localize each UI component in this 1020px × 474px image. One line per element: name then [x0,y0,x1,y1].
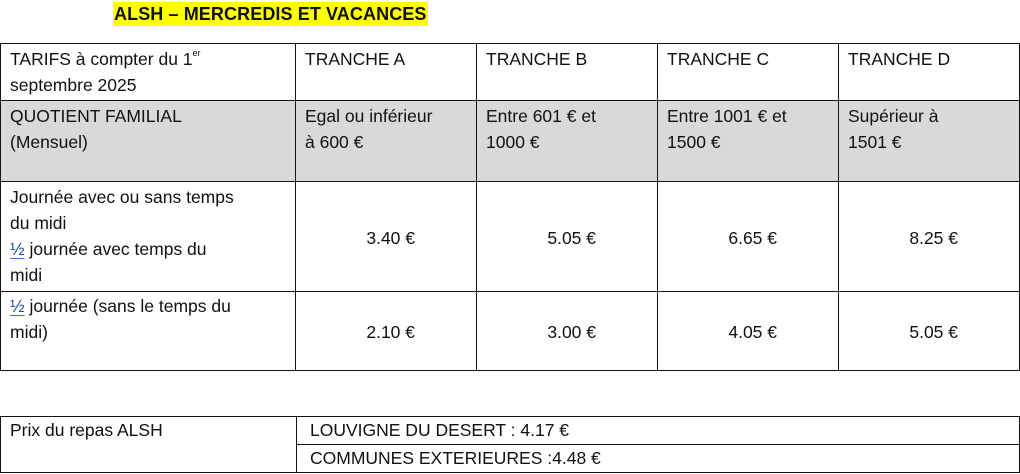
demi-price-c: 4.05 € [658,292,839,371]
half-fraction-glyph: ½ [10,296,25,316]
header-label-suffix: septembre 2025 [10,75,137,95]
tarifs-header-label [1,44,296,101]
page-title: ALSH – MERCREDIS ET VACANCES [114,4,427,24]
tarifs-table [0,43,1020,371]
demi-journee-label: ½ journée (sans le temps du midi) [1,292,296,371]
repas-label: Prix du repas ALSH [1,417,297,473]
demi-price-b: 3.00 € [477,292,658,371]
journee-row [1,182,1020,292]
repas-communes: COMMUNES EXTERIEURES :4.48 € [297,445,1020,473]
repas-louvigne: LOUVIGNE DU DESERT : 4.17 € [297,417,1020,445]
quotient-row [1,101,1020,182]
journee-price-a: 3.40 € [296,182,477,292]
header-tranche-a: TRANCHE A [296,44,477,101]
header-tranche-c: TRANCHE C [658,44,839,101]
journee-label: Journée avec ou sans temps du midi ½ journée avec temps du midi [1,182,296,292]
demi-price-d: 5.05 € [839,292,1020,371]
journee-price-c: 6.65 € [658,182,839,292]
quotient-range-c: Entre 1001 € et 1500 € [658,101,839,182]
header-tranche-b: TRANCHE B [477,44,658,101]
header-label-sup: er [192,48,201,58]
quotient-range-b: Entre 601 € et 1000 € [477,101,658,182]
quotient-label: QUOTIENT FAMILIAL (Mensuel) [1,101,296,182]
header-tranche-d: TRANCHE D [839,44,1020,101]
tarifs-header-row [1,44,1020,101]
demi-price-a: 2.10 € [296,292,477,371]
header-label-prefix: TARIFS à compter du 1 [10,49,193,69]
repas-row-louvigne [1,417,1020,445]
journee-price-b: 5.05 € [477,182,658,292]
quotient-range-d: Supérieur à 1501 € [839,101,1020,182]
half-fraction-glyph: ½ [10,239,25,259]
repas-table [0,416,1020,473]
demi-journee-row [1,292,1020,371]
journee-price-d: 8.25 € [839,182,1020,292]
quotient-range-a: Egal ou inférieur à 600 € [296,101,477,182]
